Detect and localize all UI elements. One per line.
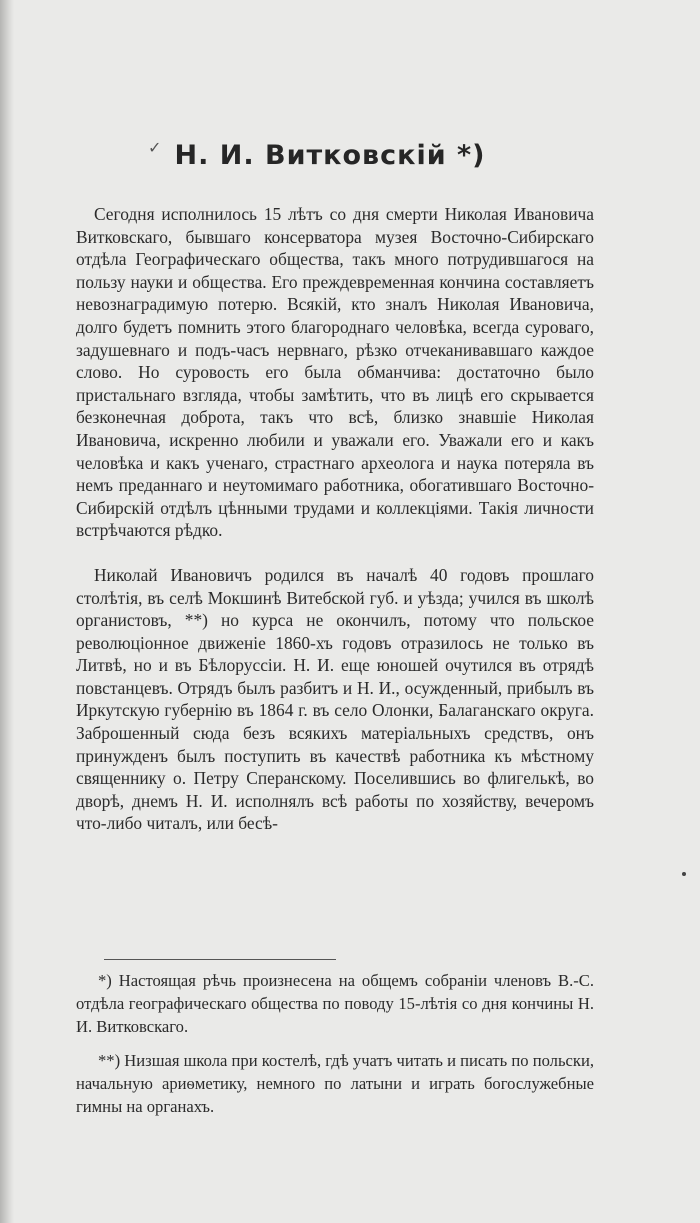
binding-shadow [0,0,14,1223]
footnotes [76,970,594,1119]
article-title: Н. И. Витковскій *) [174,140,486,171]
footnote-divider [104,959,336,960]
ink-speck [682,872,686,876]
pencil-check-mark: ✓ [148,140,162,157]
paragraph-1: Сегодня исполнилось 15 лѣтъ со дня смерти Николая Ивановича Витковскаго, бывшаго консерватора музея Восточно-Сибирскаго отдѣла Географическаго общества, такъ много потрудившагося на пользу науки и общества. Его преждевременная кончина составляетъ невознаградимую потерю. Всякій, кто зналъ Николая Ивановича, долго будетъ помнить этого благороднаго человѣка, всегда суроваго, задушевнаго и подъ-часъ нервнаго, рѣзко отчеканивавшаго каждое слово. Но суровость его была обманчива: достаточно было пристальнаго взгляда, чтобы замѣтить, что въ лицѣ его скрывается безконечная доброта, такъ что всѣ, близко знавшіе Николая Ивановича, искренно любили и уважали его. Уважали его и какъ человѣка и какъ ученаго, страстнаго археолога и наука потеряла въ немъ преданнаго и неутомимаго работника, обогатившаго Восточно-Сибирскій отдѣлъ цѣнными трудами и коллекціями. Такія личности встрѣчаются рѣдко. [76,204,594,541]
footnote-2: **) Низшая школа при костелѣ, гдѣ учатъ читать и писать по польски, начальную ариѳметику, немного по латыни и играть богослужебные гимны на органахъ. [76,1051,594,1116]
paragraph-2: Николай Ивановичъ родился въ началѣ 40 годовъ прошлаго столѣтія, въ селѣ Мокшинѣ Витебской губ. и уѣзда; учился въ школѣ органистовъ, **) но курса не окончилъ, потому что польское революціонное движеніе 1860-хъ годовъ отразилось не только въ Литвѣ, но и въ Бѣлоруссіи. Н. И. еще юношей очутился въ отрядѣ повстанцевъ. Отрядъ былъ разбитъ и Н. И., осужденный, прибылъ въ Иркутскую губернію въ 1864 г. въ село Олонки, Балаганскаго округа. Заброшенный сюда безъ всякихъ матеріальныхъ средствъ, онъ принужденъ былъ поступить въ качествѣ работника къ мѣстному священнику о. Петру Сперанскому. Поселившись во флигелькѣ, во дворѣ, днемъ Н. И. исполнялъ всѣ работы по хозяйству, вечеромъ что-либо читалъ, или бесѣ- [76,564,594,834]
footnote-1: *) Настоящая рѣчь произнесена на общемъ собраніи членовъ В.-С. отдѣла географическаго общества по поводу 15-лѣтія со дня кончины Н. И. Витковскаго. [76,971,594,1036]
article-body [76,203,594,835]
